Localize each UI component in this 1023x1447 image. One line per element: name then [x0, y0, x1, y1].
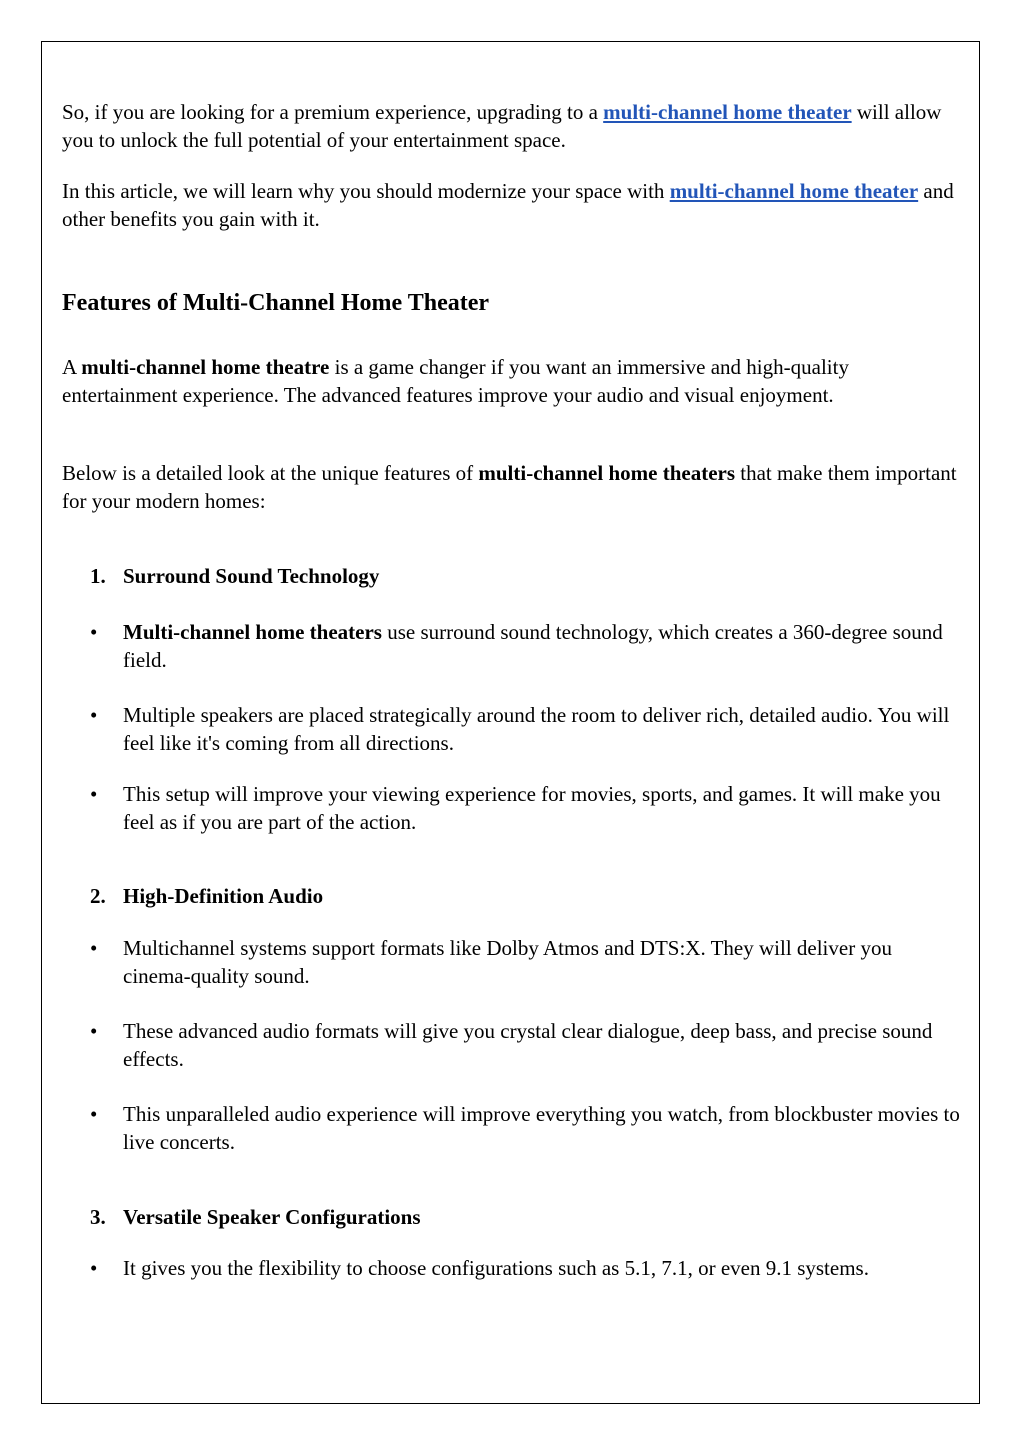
text: that make them important for your modern homes:: [62, 461, 957, 513]
bullet: •: [90, 620, 98, 644]
paragraph-features-list-intro: [62, 459, 961, 515]
list-item: These advanced audio formats will give you crystal clear dialogue, deep bass, and precise sound effects.: [123, 1019, 933, 1071]
list-item: Multiple speakers are placed strategically around the room to deliver rich, detailed audio. You will feel like it's coming from all directions.: [123, 703, 950, 755]
list-number: 3.: [90, 1205, 106, 1229]
multi-channel-home-theater-link[interactable]: multi-channel home theater: [669, 179, 919, 203]
intro-text: will allow you to unlock the full potential of your entertainment space.: [62, 100, 942, 152]
feature-title-hd-audio: High-Definition Audio: [123, 884, 324, 908]
list-item: This setup will improve your viewing experience for movies, sports, and games. It will make you feel as if you are part of the action.: [123, 782, 941, 834]
bold-term: multi-channel home theatre: [81, 355, 330, 379]
bullet: •: [90, 936, 98, 960]
intro-text: In this article, we will learn why you should modernize your space with: [62, 179, 670, 203]
text: Below is a detailed look at the unique features of: [62, 461, 479, 485]
bold-term: multi-channel home theaters: [478, 461, 736, 485]
text: is a game changer if you want an immersive and high-quality entertainment experience. The advanced features improve your audio and visual enjoyment.: [62, 355, 849, 407]
list-item: Multichannel systems support formats like Dolby Atmos and DTS:X. They will deliver you cinema-quality sound.: [123, 936, 892, 988]
intro-text: and other benefits you gain with it.: [62, 179, 954, 231]
text: A: [62, 355, 82, 379]
list-item: It gives you the flexibility to choose configurations such as 5.1, 7.1, or even 9.1 systems.: [123, 1256, 869, 1280]
intro-paragraph-1: [62, 98, 961, 154]
bold-term: Multi-channel home theaters: [123, 620, 382, 644]
text: use surround sound technology, which creates a 360-degree sound field.: [123, 620, 943, 672]
feature-title-surround-sound: Surround Sound Technology: [123, 564, 380, 588]
feature-title-speaker-configurations: Versatile Speaker Configurations: [123, 1205, 421, 1229]
multi-channel-home-theater-link[interactable]: multi-channel home theater: [603, 100, 852, 124]
list-item: This unparalleled audio experience will improve everything you watch, from blockbuster movies to live concerts.: [123, 1102, 960, 1154]
list-number: 2.: [90, 884, 106, 908]
document-page: [41, 41, 980, 1404]
section-heading: Features of Multi-Channel Home Theater: [62, 290, 490, 316]
bullet: •: [90, 1102, 98, 1126]
paragraph-features-intro: [62, 353, 961, 409]
list-number: 1.: [90, 564, 106, 588]
bullet: •: [90, 782, 98, 806]
intro-paragraph-2: [62, 177, 961, 233]
bullet: •: [90, 703, 98, 727]
intro-text: So, if you are looking for a premium experience, upgrading to a: [62, 100, 604, 124]
list-item: [123, 618, 961, 674]
bullet: •: [90, 1019, 98, 1043]
bullet: •: [90, 1256, 98, 1280]
